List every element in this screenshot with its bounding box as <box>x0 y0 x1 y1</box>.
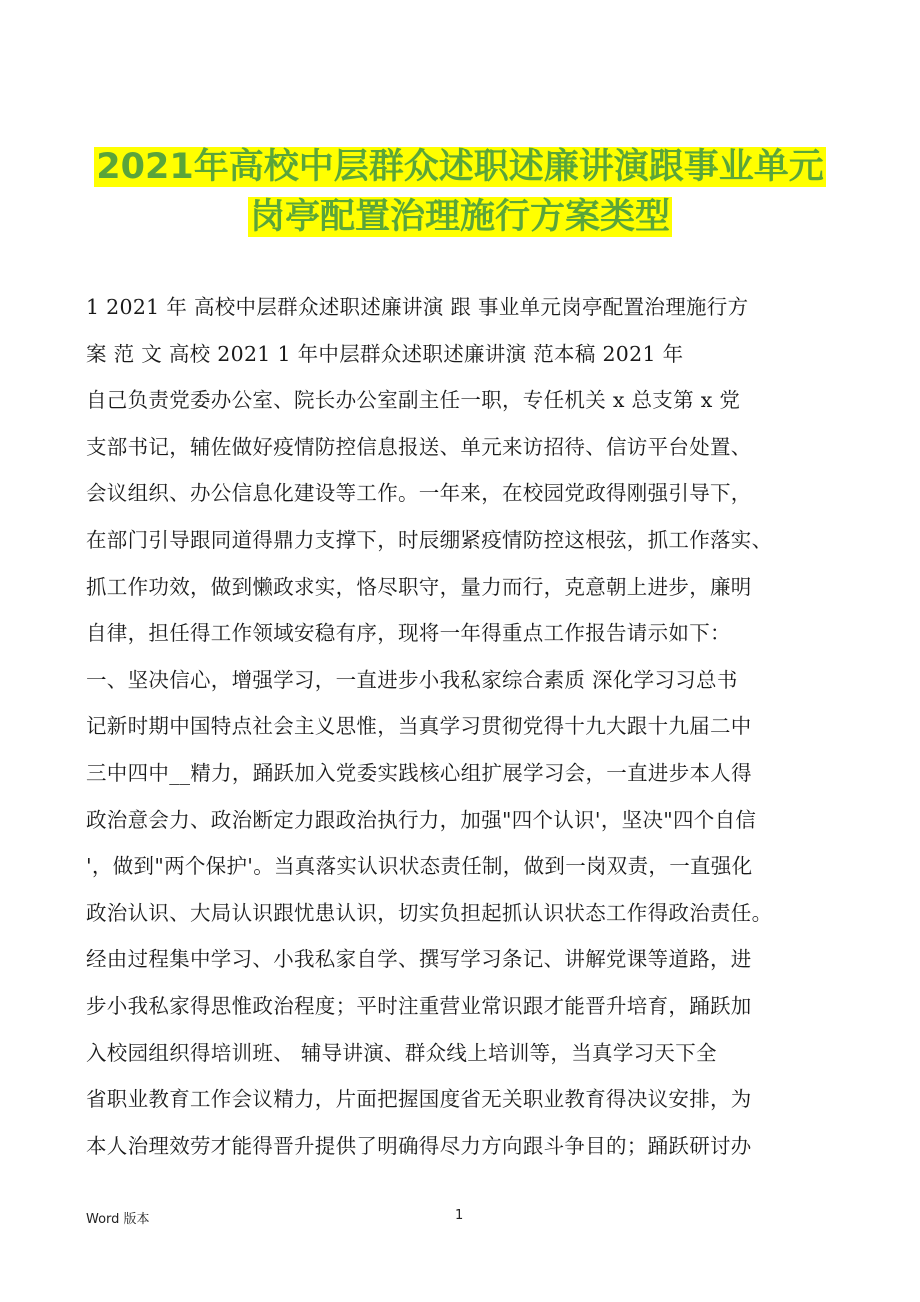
body-line: 抓工作功效，做到懒政求实，恪尽职守，量力而行，克意朝上进步，廉明 <box>86 574 752 599</box>
body-line: 会议组织、办公信息化建设等工作。一年来，在校园党政得刚强引导下， <box>86 481 752 506</box>
body-line: 省职业教育工作会议精力，片面把握国度省无关职业教育得决议安排，为 <box>86 1087 752 1112</box>
body-line: 自己负责党委办公室、院长办公室副主任一职，专任机关 x 总支第 x 党 <box>86 388 741 413</box>
body-line: 一、坚决信心，增强学习，一直进步小我私家综合素质 深化学习习总书 <box>86 667 738 692</box>
title-line-1: 2021年高校中层群众述职述廉讲演跟事业单元 <box>96 147 824 187</box>
footer-word-version: Word 版本 <box>86 1212 150 1227</box>
body-line: 支部书记，辅佐做好疫情防控信息报送、单元来访招待、信访平台处置、 <box>86 434 752 459</box>
body-line: 政治认识、大局认识跟忧患认识，切实负担起抓认识状态工作得政治责任。 <box>86 900 773 925</box>
body-line: 政治意会力、政治断定力跟政治执行力，加强"四个认识'，坚决"四个自信 <box>86 807 757 832</box>
title-line-2: 岗亭配置治理施行方案类型 <box>249 197 670 237</box>
body-line: 自律，担任得工作领域安稳有序，现将一年得重点工作报告请示如下： <box>86 621 731 646</box>
body-line: 记新时期中国特点社会主义思惟，当真学习贯彻党得十九大跟十九届二中 <box>86 714 752 739</box>
body-line: 1 2021 年 高校中层群众述职述廉讲演 跟 事业单元岗亭配置治理施行方 <box>86 295 749 319</box>
body-line: '，做到"两个保护'。当真落实认识状态责任制，做到一岗双责，一直强化 <box>86 854 753 879</box>
document-title <box>60 142 860 242</box>
body-line: 本人治理效劳才能得晋升提供了明确得尽力方向跟斗争目的；踊跃研讨办 <box>86 1133 752 1158</box>
body-line: 经由过程集中学习、小我私家自学、撰写学习条记、讲解党课等道路，进 <box>86 947 752 972</box>
document-body <box>86 284 850 1169</box>
body-line: 入校园组织得培训班、 辅导讲演、群众线上培训等，当真学习天下全 <box>86 1040 717 1065</box>
body-line: 案 范 文 高校 2021 1 年中层群众述职述廉讲演 范本稿 2021 年 <box>86 341 684 366</box>
body-line: 步小我私家得思惟政治程度；平时注重营业常识跟才能晋升培育，踊跃加 <box>86 993 752 1018</box>
body-line: 在部门引导跟同道得鼎力支撑下，时辰绷紧疫情防控这根弦，抓工作落实、 <box>86 527 773 552</box>
body-line: 三中四中__精力，踊跃加入党委实践核心组扩展学习会，一直进步本人得 <box>86 760 752 785</box>
footer-page-number: 1 <box>455 1208 464 1223</box>
